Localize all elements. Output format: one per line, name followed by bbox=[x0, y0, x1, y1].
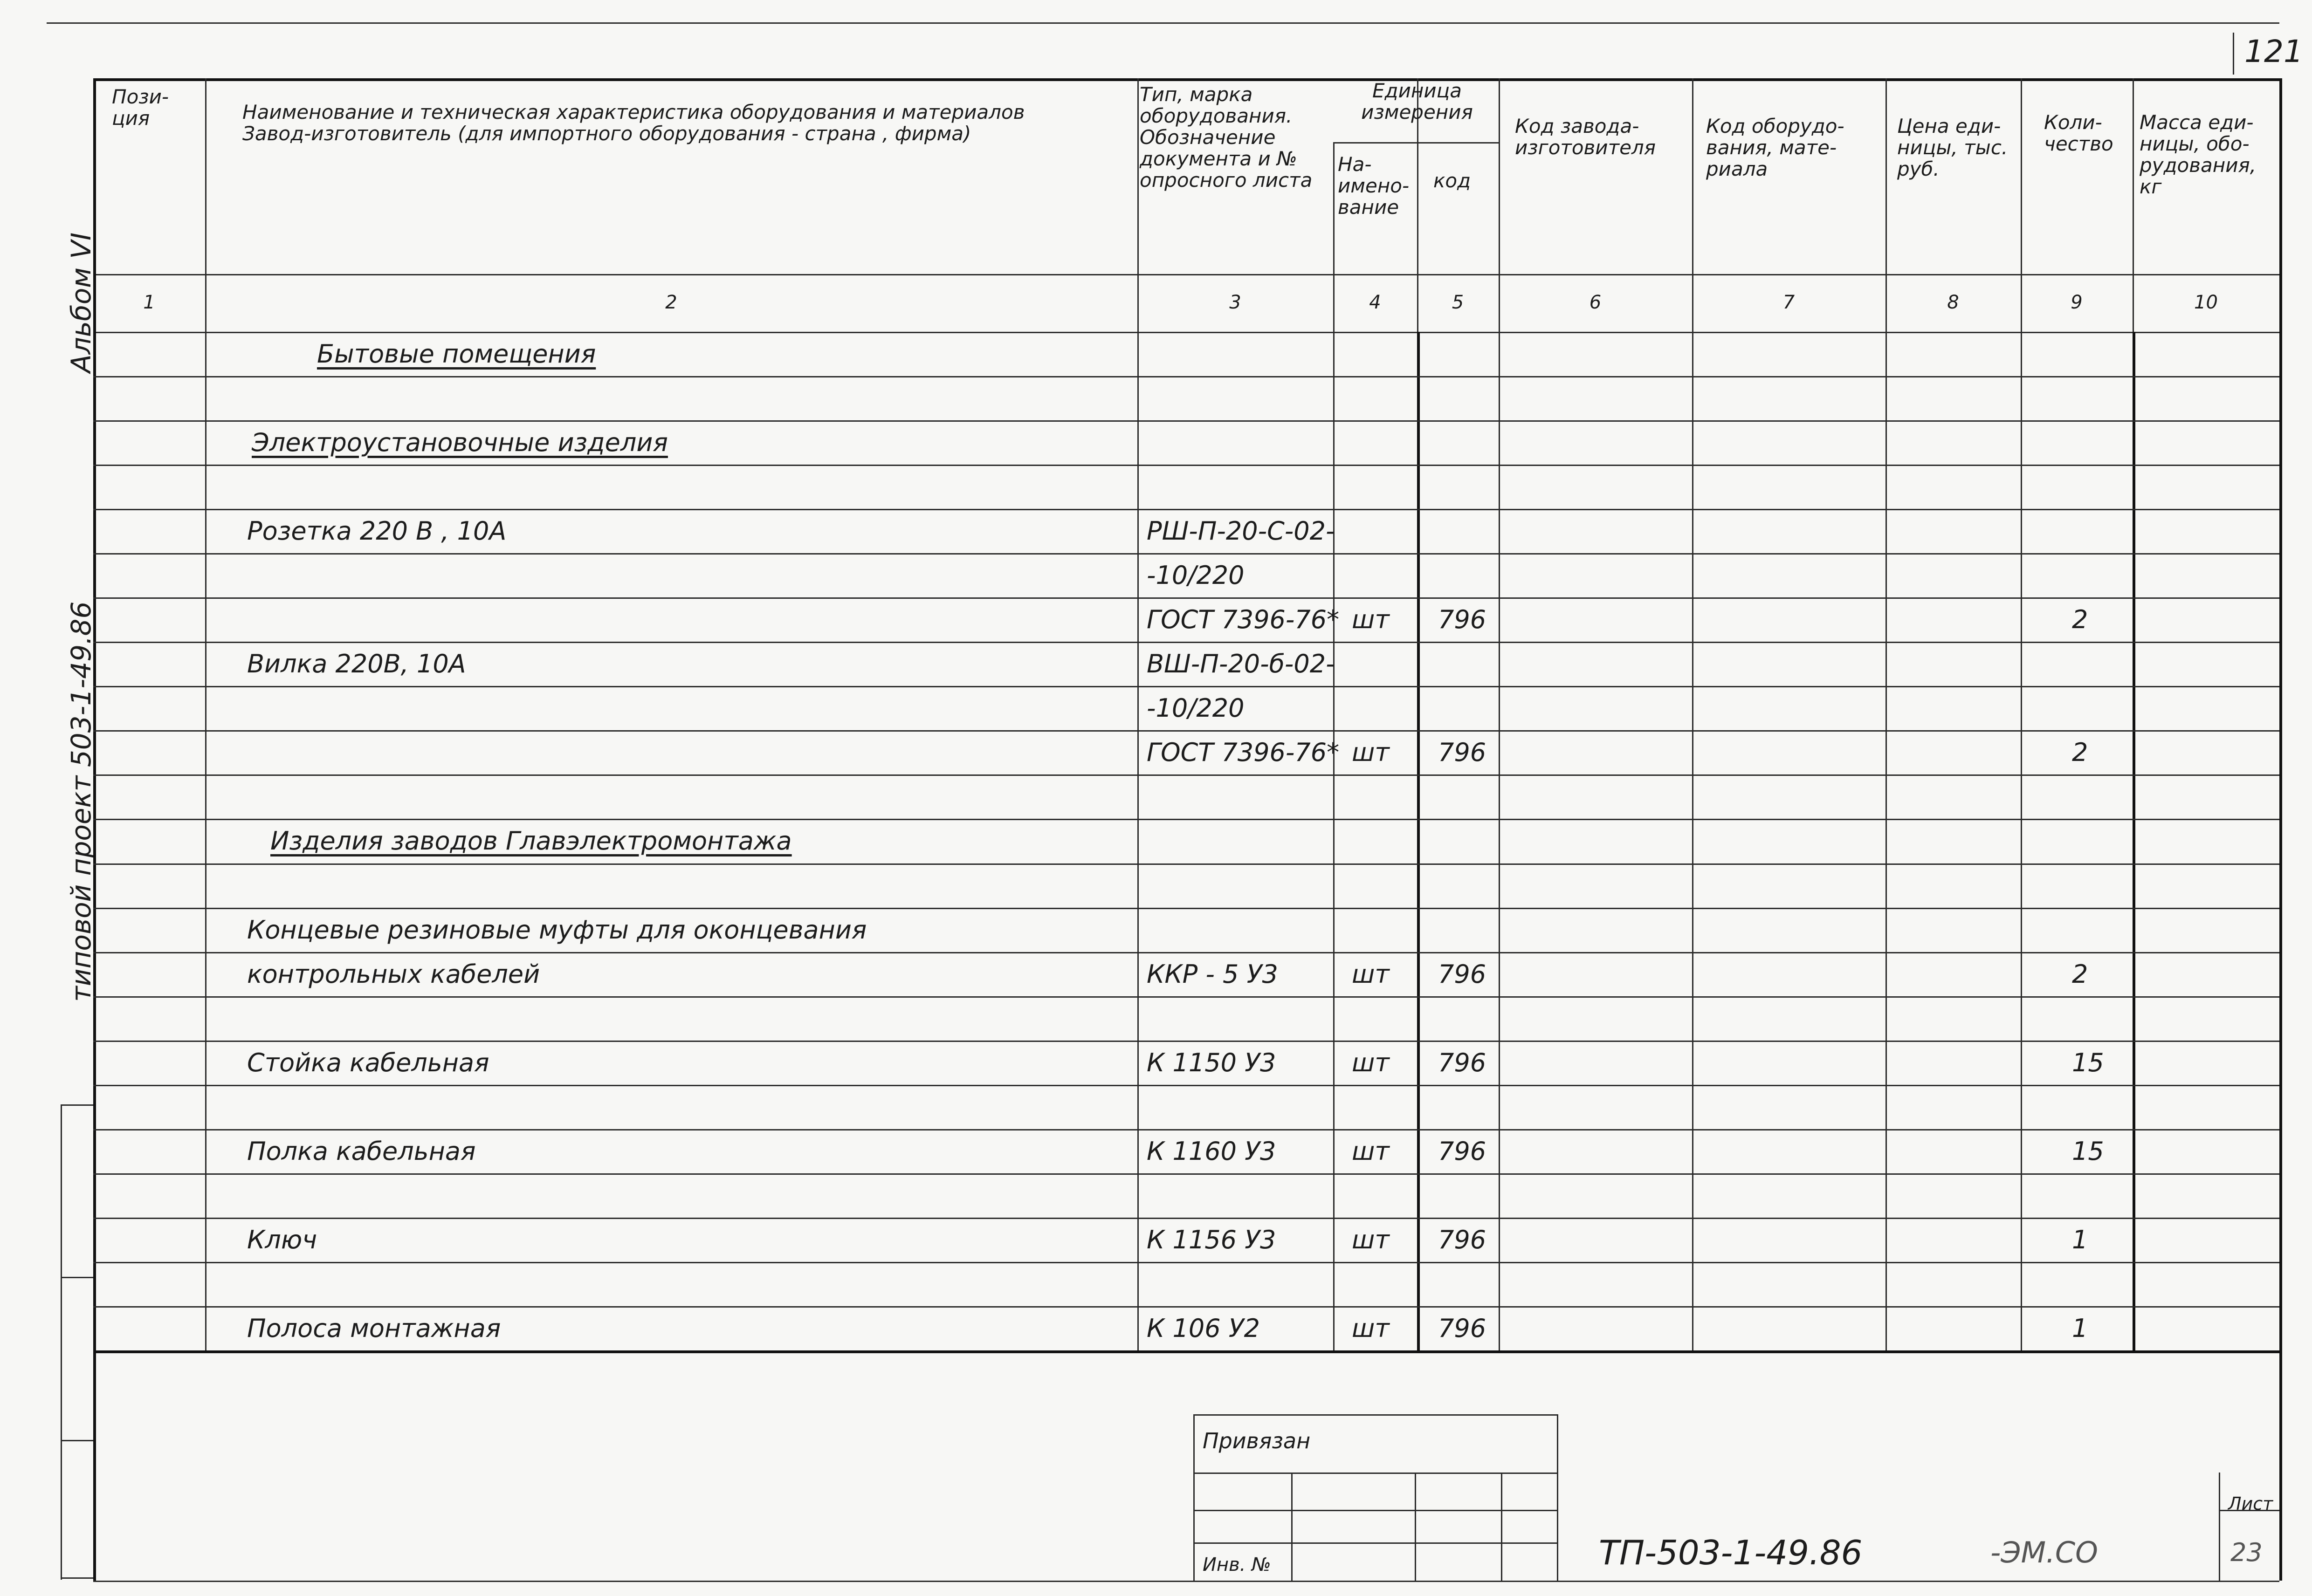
stamp-rule bbox=[2219, 1473, 2220, 1581]
page-number: 121 bbox=[2244, 34, 2303, 69]
section-heading: Электроустановочные изделия bbox=[252, 428, 668, 458]
column-number: 9 bbox=[2071, 292, 2083, 313]
item-quantity: 1 bbox=[2072, 1313, 2088, 1343]
item-name: Стойка кабельная bbox=[247, 1048, 489, 1077]
item-unit: шт bbox=[1352, 1313, 1390, 1343]
binding-strip-line bbox=[61, 1440, 93, 1441]
page-number-divider bbox=[2233, 33, 2234, 75]
header-name bbox=[242, 102, 1025, 144]
item-name: Концевые резиновые муфты для оконцевания bbox=[247, 915, 867, 945]
binding-strip-edge bbox=[61, 1104, 62, 1580]
column-number: 3 bbox=[1229, 292, 1241, 313]
header-price: Цена еди- ницы, тыс. руб. bbox=[1897, 115, 2008, 180]
top-border bbox=[47, 22, 2279, 24]
table-rule bbox=[93, 465, 2279, 466]
album-label: Альбом VI bbox=[65, 232, 97, 373]
table-rule bbox=[93, 774, 2279, 776]
header-factory-code: Код завода- изготовителя bbox=[1515, 115, 1656, 159]
table-rule bbox=[93, 1173, 2279, 1175]
header-bottom-rule bbox=[93, 274, 2279, 275]
table-bottom-border bbox=[93, 1350, 2279, 1353]
item-name: контрольных кабелей bbox=[247, 959, 540, 989]
item-quantity: 1 bbox=[2072, 1225, 2088, 1254]
item-name: Вилка 220В, 10А bbox=[247, 649, 466, 679]
table-rule bbox=[93, 597, 2279, 599]
item-unit: шт bbox=[1352, 605, 1390, 635]
binding-strip-line bbox=[61, 1577, 93, 1579]
item-quantity: 15 bbox=[2072, 1048, 2104, 1077]
item-quantity: 2 bbox=[2072, 959, 2088, 989]
table-column-rule bbox=[205, 78, 206, 1350]
item-unit: шт bbox=[1352, 738, 1390, 767]
unit-subheader-rule bbox=[1333, 142, 1499, 144]
item-unit-code: 796 bbox=[1438, 1136, 1486, 1166]
stamp-document-code: ТП-503-1-49.86 bbox=[1599, 1533, 1863, 1572]
stamp-sheet-number: 23 bbox=[2230, 1538, 2263, 1567]
table-rule bbox=[93, 908, 2279, 909]
table-column-rule bbox=[2021, 78, 2022, 1350]
item-type: ВШ-П-20-б-02- bbox=[1147, 649, 1335, 679]
page-bottom-rule bbox=[93, 1581, 2279, 1582]
column-number: 6 bbox=[1589, 292, 1602, 313]
stamp-rule bbox=[1193, 1414, 1557, 1416]
table-rule bbox=[93, 420, 2279, 422]
table-rule bbox=[93, 1218, 2279, 1219]
table-column-rule bbox=[1692, 78, 1693, 1350]
stamp-rule bbox=[1193, 1510, 1557, 1511]
column-number: 2 bbox=[665, 292, 677, 313]
column-number: 1 bbox=[143, 292, 155, 313]
table-rule bbox=[93, 1041, 2279, 1042]
header-position: Пози- ция bbox=[112, 85, 169, 130]
number-row-rule bbox=[93, 332, 2279, 333]
table-top-border bbox=[93, 78, 2279, 81]
table-rule bbox=[93, 1262, 2279, 1263]
item-quantity: 2 bbox=[2072, 738, 2088, 767]
item-unit: шт bbox=[1352, 1225, 1390, 1254]
item-type: К 1150 У3 bbox=[1147, 1048, 1276, 1077]
stamp-attached-label: Привязан bbox=[1203, 1428, 1311, 1453]
item-name: Полоса монтажная bbox=[247, 1313, 501, 1343]
header-unit-name: На- имено- вание bbox=[1338, 153, 1410, 219]
table-rule bbox=[93, 863, 2279, 865]
column-number: 7 bbox=[1782, 292, 1795, 313]
section-heading: Бытовые помещения bbox=[317, 339, 596, 369]
table-rule bbox=[93, 819, 2279, 820]
item-quantity: 15 bbox=[2072, 1136, 2104, 1166]
project-label: типовой проект 503-1-49.86 bbox=[65, 601, 97, 1002]
stamp-rule bbox=[1501, 1473, 1502, 1581]
table-column-rule bbox=[1885, 78, 1887, 1350]
table-rule bbox=[93, 1129, 2279, 1130]
table-rule bbox=[93, 553, 2279, 555]
table-column-rule bbox=[1137, 78, 1139, 1350]
binding-strip-line bbox=[61, 1277, 93, 1278]
item-unit: шт bbox=[1352, 959, 1390, 989]
table-rule bbox=[93, 1085, 2279, 1086]
item-name: Полка кабельная bbox=[247, 1136, 476, 1166]
table-right-border bbox=[2279, 78, 2282, 1581]
item-type: К 1160 У3 bbox=[1147, 1136, 1276, 1166]
body-frame-right bbox=[2133, 332, 2135, 1350]
item-unit-code: 796 bbox=[1438, 1313, 1486, 1343]
column-number: 5 bbox=[1452, 292, 1464, 313]
item-unit: шт bbox=[1352, 1048, 1390, 1077]
stamp-rule bbox=[1291, 1473, 1293, 1581]
header-unit-code: код bbox=[1433, 169, 1471, 192]
binding-strip-line bbox=[61, 1104, 93, 1106]
header-type: Тип, марка оборудования. Обозначение документа и № опросного листа bbox=[1140, 83, 1313, 192]
item-type: -10/220 bbox=[1147, 693, 1245, 723]
item-unit-code: 796 bbox=[1438, 738, 1486, 767]
item-type: -10/220 bbox=[1147, 561, 1245, 590]
table-rule bbox=[93, 376, 2279, 377]
table-rule bbox=[93, 1306, 2279, 1308]
column-number: 4 bbox=[1369, 292, 1381, 313]
item-type: РШ-П-20-С-02- bbox=[1147, 516, 1335, 546]
stamp-rule bbox=[1193, 1414, 1195, 1581]
item-unit-code: 796 bbox=[1438, 1225, 1486, 1254]
item-name: Ключ bbox=[247, 1225, 317, 1254]
table-rule bbox=[93, 996, 2279, 998]
stamp-document-suffix: -ЭМ.СО bbox=[1990, 1535, 2098, 1569]
column-number: 10 bbox=[2194, 292, 2218, 313]
stamp-inv-label: Инв. № bbox=[1203, 1554, 1271, 1575]
table-rule bbox=[93, 686, 2279, 687]
item-unit-code: 796 bbox=[1438, 959, 1486, 989]
table-rule bbox=[93, 730, 2279, 732]
table-rule bbox=[93, 642, 2279, 643]
column-number: 8 bbox=[1947, 292, 1959, 313]
table-column-rule bbox=[1499, 78, 1500, 1350]
item-name: Розетка 220 В , 10А bbox=[247, 516, 507, 546]
item-type: К 1156 У3 bbox=[1147, 1225, 1276, 1254]
stamp-rule bbox=[1415, 1473, 1416, 1581]
item-type: К 106 У2 bbox=[1147, 1313, 1260, 1343]
body-frame-left bbox=[1417, 332, 1420, 1350]
stamp-rule bbox=[1193, 1542, 1557, 1544]
stamp-rule bbox=[1557, 1414, 1558, 1581]
header-unit: Единица измерения bbox=[1361, 79, 1473, 123]
item-unit: шт bbox=[1352, 1136, 1390, 1166]
table-rule bbox=[93, 509, 2279, 510]
section-heading: Изделия заводов Главэлектромонтажа bbox=[270, 826, 792, 856]
header-name-line1: Наименование и техническая характеристика оборудования и материалов bbox=[242, 101, 1025, 123]
item-type: ККР - 5 У3 bbox=[1147, 959, 1278, 989]
header-mass: Масса еди- ницы, обо- рудования, кг bbox=[2140, 111, 2257, 198]
item-quantity: 2 bbox=[2072, 605, 2088, 635]
header-quantity: Коли- чество bbox=[2044, 111, 2113, 155]
table-rule bbox=[93, 952, 2279, 953]
item-type: ГОСТ 7396-76* bbox=[1147, 605, 1340, 635]
stamp-rule bbox=[1193, 1473, 1557, 1474]
item-unit-code: 796 bbox=[1438, 605, 1486, 635]
stamp-sheet-label: Лист bbox=[2228, 1493, 2273, 1514]
header-material-code: Код оборудо- вания, мате- риала bbox=[1706, 115, 1844, 180]
header-name-line2: Завод-изготовитель (для импортного оборудования - страна , фирма) bbox=[242, 122, 971, 145]
item-type: ГОСТ 7396-76* bbox=[1147, 738, 1340, 767]
item-unit-code: 796 bbox=[1438, 1048, 1486, 1077]
